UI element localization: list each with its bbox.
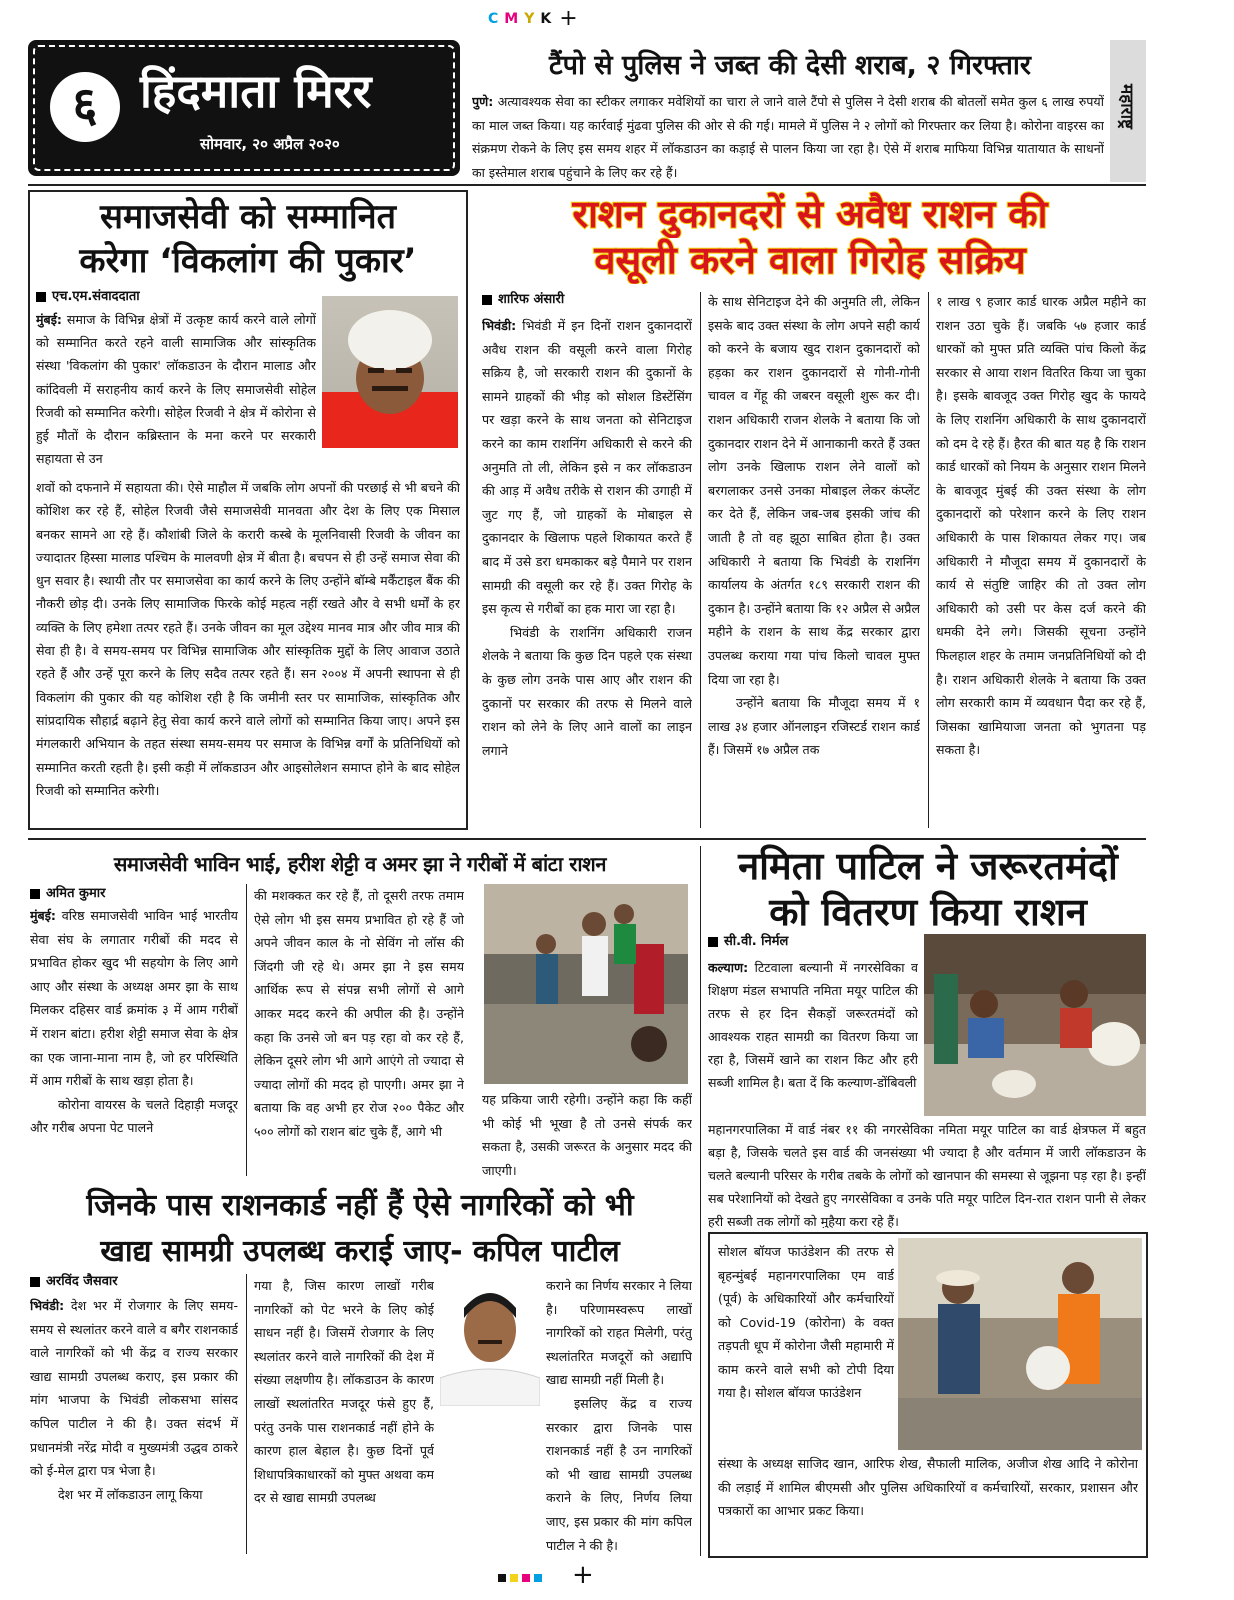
paper-name: हिंदमाता मिरर (140, 64, 372, 118)
kapil-col-2: गया है, जिस कारण लाखों गरीब नागरिकों को पेट भरने के लिए कोई साधन नहीं है। जिसमें रोजगार के लिए स्थलांतर करने वाले नागरिकों की देश में संख्या लक्षणीय है। लॉकडाउन के कारण लाखों स्थलांतरित मजदूर फंसे हुए हैं, परंतु उनके पास राशनकार्ड नहीं होने के कारण हाल बेहाल है। कुछ दिनों पूर्व शिधापत्रिकाधारकों को मुफ्त अथवा कम दर से खाद्य सामग्री उपलब्ध (254, 1278, 434, 1506)
namita-distribution-photo (924, 934, 1146, 1116)
sohel-rizvi-photo (322, 296, 458, 448)
ration-gang-byline: शारिफ अंसारी (482, 292, 564, 308)
namita-headline-2: को वितरण किया राशन (769, 889, 1087, 934)
kapil-col-1: भिवंडी: देश भर में रोजगार के लिए समय-समय से स्थलांतर करने वाले व बगैर राशनकार्ड वाले नागरिकों को भी केंद्र व राज्य सरकार खाद्य सामग्री उपलब्ध कराए, इस प्रकार की मांग भाजपा के भिवंडी लोकसभा सांसद कपिल पाटील ने की है। उक्त संदर्भ में प्रधानमंत्री नरेंद्र मोदी व मुख्यमंत्री उद्धव ठाकरे को ई-मेल द्वारा पत्र भेजा है। देश भर में लॉकडाउन लागू किया (30, 1298, 238, 1502)
color-bar (498, 1574, 542, 1582)
ration-gang-col-2: के साथ सेनिटाइज देने की अनुमति ली, लेकिन इसके बाद उक्त संस्था के लोग अपने सही कार्य को करने के बजाय खुद राशन दुकानदारों को हड़का कर राशन दुकानदारों से गोनी-गोनी चावल व गेंहू की जबरन वसूली शुरू कर दी। राशन अधिकारी राजन शेलके ने बताया कि जो दुकानदार राशन देने में आनाकानी करते हैं उक्त लोग उनके खिलाफ राशन लेने वालों को बरगलाकर उनसे उनका मोबाइल लेकर कंप्लेंट कर देते हैं, लेकिन जब-जब इसकी जांच की जाती है तो वह झूठा साबित होता है। उक्त अधिकारी ने बताया कि भिवंडी के राशनिंग कार्यालय के अंतर्गत १८९ सरकारी राशन की दुकान है। उन्होंने बताया कि १२ अप्रैल से अप्रैल महीने के राशन के साथ केंद्र सरकार द्वारा उपलब्ध कराया गया पांच किलो चावल मुफ्त दिया जा रहा है। उन्होंने बताया कि मौजूदा समय में १ लाख ३४ हजार ऑनलाइन रजिस्टर्ड राशन कार्ड हैं। जिसमें १७ अप्रैल तक (708, 294, 920, 758)
social-boys-body-top: सोशल बॉयज फाउंडेशन की तरफ से बृहन्मुंबई महानगरपालिका एम वार्ड (पूर्व) के अधिकारियों और कर्मचारियों को Covid-19 (कोरोना) के वक्त तड़पती धूप में कोरोना जैसी महामारी में काम करने वाले सभी को टोपी दिया गया है। सोशल बॉयज फाउंडेशन (718, 1244, 894, 1400)
rule-rg-2 (928, 292, 929, 828)
pune-headline: टैंपो से पुलिस ने जब्त की देसी शराब, २ गिरफ्तार (549, 50, 1031, 81)
page-number: ६ (72, 77, 98, 133)
vikalang-body-top: मुंबई: समाज के विभिन्न क्षेत्रों में उत्कृष्ट कार्य करने वाले लोगों को सम्मानित करते रहने वाली सामाजिक और सांस्कृतिक संस्था 'विकलांग की पुकार' लॉकडाउन के दौरान मालाड और कांदिवली में सराहनीय कार्य करने के लिए समाजसेवी सोहेल रिजवी को सम्मानित करेगी। सोहेल रिजवी ने क्षेत्र में कोरोना से हुई मौतों के दौरान कब्रिस्तान के मना करने पर सरकारी सहायता से उन (36, 312, 316, 467)
pune-body: पुणे: अत्यावश्यक सेवा का स्टीकर लगाकर मवेशियों का चारा ले जाने वाले टैंपो से पुलिस ने देसी शराब की बोतलों समेत कुल ६ लाख रुपयों का माल जब्त किया। यह कार्रवाई मुंढवा पुलिस की ओर से की गई। मामले में पुलिस ने २ लोगों को गिरफ्तार कर लिया है। कोरोना वाइरस का संक्रमण रोकने के लिए इस समय शहर में लॉकडाउन का कड़ाई से पालन किया जा रहा है। ऐसे में शराब माफिया विभिन्न यातायात के साधनों का इस्तेमाल शराब पहुंचाने के लिए कर रहे हैं। (472, 94, 1104, 180)
namita-byline: सी.वी. निर्मल (708, 934, 788, 950)
rule-kp-1 (246, 1274, 247, 1554)
bhavin-headline: समाजसेवी भाविन भाई, हरीश शेट्टी व अमर झा ने गरीबों में बांटा राशन (113, 852, 607, 876)
rule-rg-1 (700, 292, 701, 828)
cmyk-mark: C M Y K + (488, 6, 584, 31)
rule-mid (28, 838, 1146, 840)
ration-distribution-photo (484, 884, 688, 1084)
bhavin-byline: अमित कुमार (30, 886, 105, 902)
issue-date: सोमवार, २० अप्रैल २०२० (200, 135, 340, 153)
bhavin-col-3: यह प्रकिया जारी रहेगी। उन्होंने कहा कि कहीं भी कोई भी भूखा है तो उनसे संपर्क कर सकता है, उसकी जरूरत के अनुसार मदद की जाएगी। (482, 1092, 692, 1178)
masthead (28, 40, 460, 176)
ration-gang-col-3: १ लाख ९ हजार कार्ड धारक अप्रैल महीने का राशन उठा चुके हैं। जबकि ५७ हजार कार्ड धारकों को मुफ्त प्रति व्यक्ति पांच किलो केंद्र सरकार से आया राशन वितरित किया जा चुका है। इसके बावजूद उक्त गिरोह खुद के फायदे के लिए राशनिंग अधिकारी के साथ दुकानदारों को दम दे रहे हैं। हैरत की बात यह है कि राशन कार्ड धारकों को नियम के अनुसार राशन मिलने के बावजूद मुंबई की उक्त संस्था के लोग दुकानदारों को परेशान करने के लिए राशन अधिकारी के पास शिकायत लेकर गए। जब अधिकारी ने मौजूदा समय में दुकानदारों के कार्य से संतुष्टि जाहिर की तो उक्त लोग अधिकारी को उसी पर केस दर्ज करने की धमकी देने लगे। जिसकी सूचना उन्होंने फिलहाल शहर के तमाम जनप्रतिनिधियों को दी है। राशन अधिकारी शेलके ने बताया कि उक्त लोग सरकारी काम में व्यवधान पैदा कर रहे हैं, जिसका खामियाजा जनता को भुगतना पड़ सकता है। (936, 294, 1146, 758)
ration-gang-col-1: भिवंडी: भिवंडी में इन दिनों राशन दुकानदारों अवैध राशन की वसूली करने वाला गिरोह सक्रिय है, जो सरकारी राशन की दुकानों के सामने ग्राहकों की भीड़ को सोशल डिस्टेंसिंग पर खड़ा करने के साथ जनता को सेनिटाइज करने का काम राशनिंग अधिकारी से करने की अनुमति तो ली, लेकिन इसे न कर लॉकडाउन की आड़ में अवैध तरीके से राशन की उगाही में जुट गए हैं, जो ग्राहकों के मोबाइल से दुकानदार के खिलाफ पहले शिकायत करते हैं बाद में उसे डरा धमकाकर बड़े पैमाने पर राशन सामग्री की वसूली कर रहे हैं। उक्त गिरोह के इस कृत्य से गरीबों का हक मारा जा रहा है। भिवंडी के राशनिंग अधिकारी राजन शेलके ने बताया कि कुछ दिन पहले एक संस्था के कुछ लोग उनके पास आए और राशन की दुकानों पर सरकार की तरफ से मिलने वाले राशन को लेने के लिए आने वालों का लाइन लगाने (482, 318, 692, 758)
section-label: महाराष्ट्र (1116, 84, 1137, 129)
vikalang-headline-2: करेगा ‘विकलांग की पुकार’ (79, 241, 417, 281)
kapil-headline-1: जिनके पास राशनकार्ड नहीं हैं ऐसे नागरिकों को भी (86, 1188, 634, 1223)
kapil-headline-2: खाद्य सामग्री उपलब्ध कराई जाए- कपिल पाटील (100, 1234, 620, 1269)
rule-top (28, 184, 1146, 186)
ration-gang-headline-1: राशन दुकानदरों से अवैध राशन की (572, 192, 1048, 236)
namita-body-top: कल्याण: टिटवाला बल्यानी में नगरसेविका व शिक्षण मंडल सभापति नमिता मयूर पाटिल की तरफ से हर दिन सैकड़ों जरूरतमंदों को आवश्यक राहत सामग्री का वितरण किया जा रहा है, जिसमें खाने का राशन किट और हरी सब्जी शामिल है। बता दें कि कल्याण-डोंबिवली (708, 960, 918, 1090)
kapil-byline: अरविंद जैसवार (30, 1274, 118, 1290)
rule-center-bottom (700, 846, 701, 1556)
ration-gang-headline-2: वसूली करने वाला गिरोह सक्रिय (594, 238, 1026, 282)
rule-bh-1 (246, 884, 247, 1176)
vikalang-body-bottom: शवों को दफनाने में सहायता की। ऐसे माहौल में जबकि लोग अपनों की परछाई से भी बचने की कोशिश कर रहे हैं, सोहेल रिजवी जैसे समाजसेवी मानवता और देश के लिए एक मिसाल बनकर सामने आ रहे हैं। कौशांबी जिले के करारी कस्बे के मूलनिवासी रिजवी के जीवन का ज्यादातर हिस्सा मालाड पश्चिम के मालवणी क्षेत्र में बीता है। बचपन से ही उन्हें समाज सेवा की धुन सवार है। स्थायी तौर पर समाजसेवा का कार्य करने के लिए उन्होंने बॉम्बे मर्कैंटाइल बैंक की नौकरी छोड़ दी। उनके लिए सामाजिक फिरके कोई महत्व नहीं रखते और वे सभी धर्मों के हर व्यक्ति के लिए हमेशा तत्पर रहते हैं। उनके जीवन का मूल उद्देश्य मानव मात्र और जीव मात्र की सेवा ही है। वे समय-समय पर विभिन्न सामाजिक और सांस्कृतिक मुद्दों के लिए आवाज उठाते रहते हैं और उन्हें पूरा करने के लिए सदैव तत्पर रहते हैं। सन २००४ में अपनी स्थापना से ही विकलांग की पुकार की यह कोशिश रही है कि जमीनी स्तर पर सामाजिक, सांस्कृतिक और सांप्रदायिक सौहार्द्र बढ़ाने हेतु सेवा कार्य करने वाले लोगों को सम्मानित किया जाए। अपने इस मंगलकारी अभियान के तहत संस्था समय-समय पर समाज के विभिन्न वर्गों के प्रतिनिधियों को सम्मानित करती रहती है। इसी कड़ी में लॉकडाउन और आइसोलेशन समाप्त होने के बाद सोहेल रिजवी को सम्मानित करेगी। (36, 480, 460, 798)
social-boys-photo (898, 1238, 1142, 1450)
vikalang-headline-1: समाजसेवी को सम्मानित (100, 197, 396, 237)
kapil-col-3: कराने का निर्णय सरकार ने लिया है। परिणामस्वरूप लाखों नागरिकों को राहत मिलेगी, परंतु स्थलांतरित मजदूरों को अद्यापि खाद्य सामग्री नहीं मिली है। इसलिए केंद्र व राज्य सरकार द्वारा जिनके पास राशनकार्ड नहीं है उन नागरिकों को भी खाद्य सामग्री उपलब्ध कराने के लिए, निर्णय लिया जाए, इस प्रकार की मांग कपिल पाटील ने की है। (546, 1278, 692, 1553)
namita-headline-1: नमिता पाटिल ने जरूरतमंदों (738, 843, 1118, 888)
vikalang-byline: एच.एम.संवाददाता (36, 289, 140, 305)
bhavin-col-2: की मशक्कत कर रहे हैं, तो दूसरी तरफ तमाम ऐसे लोग भी इस समय प्रभावित हो रहे हैं जो अपने जीवन काल के नो सेविंग नो लॉस की जिंदगी जी रहे थे। अमर झा ने इस समय आर्थिक रूप से संपन्न सभी लोगों से आगे आकर मदद करने की अपील की है। उन्होंने कहा कि उनसे जो बन पड़ रहा वो कर रहे हैं, लेकिन दूसरे लोग भी आगे आएंगे तो ज्यादा से ज्यादा लोगों की मदद हो पाएगी। अमर झा ने बताया कि वह अभी हर रोज २०० पैकेट और ५०० लोगों को राशन बांट चुके हैं, आगे भी (254, 888, 464, 1139)
register-cross-icon: + (559, 6, 584, 31)
kapil-patil-photo (440, 1278, 540, 1406)
register-cross-bottom-icon: + (572, 1560, 594, 1590)
bhavin-col-1: मुंबई: वरिष्ठ समाजसेवी भाविन भाई भारतीय सेवा संघ के लगातार गरीबों की मदद से प्रभावित होकर खुद भी सहयोग के लिए आगे आए और संस्था के अध्यक्ष अमर झा के साथ मिलकर दहिसर वार्ड क्रमांक ३ में आम गरीबों में राशन बांटा। हरीश शेट्टी समाज सेवा के क्षेत्र का एक जाना-माना नाम है, जो हर परिस्थिति में आम गरीबों के साथ खड़ा होता है। कोरोना वायरस के चलते दिहाड़ी मजदूर और गरीब अपना पेट पालने (30, 908, 238, 1136)
section-tab (1110, 40, 1146, 182)
social-boys-body-bottom: संस्था के अध्यक्ष साजिद खान, आरिफ शेख, सैफाली मालिक, अजीज शेख आदि ने कोरोना की लड़ाई में शामिल बीएमसी और पुलिस अधिकारियों व कर्मचारियों, सरकार, प्रशासन और पत्रकारों का आभार प्रकट किया। (718, 1456, 1138, 1518)
namita-body-bottom: महानगरपालिका में वार्ड नंबर ११ की नगरसेविका नमिता मयूर पाटिल का वार्ड क्षेत्रफल में बहुत बड़ा है, जिसके चलते इस वार्ड की जनसंख्या भी ज्यादा है और वर्तमान में जारी लॉकडाउन के चलते बल्यानी परिसर के गरीब तबके के लोगों को खानपान की समस्या से जूझना पड़ रहा है। इन्हीं सब परेशानियों को देखते हुए नगरसेविका व उनके पति मयूर पाटिल दिन-रात राशन पानी से लेकर हरी सब्जी तक लोगों को मुहैया करा रहे हैं। (708, 1122, 1146, 1228)
